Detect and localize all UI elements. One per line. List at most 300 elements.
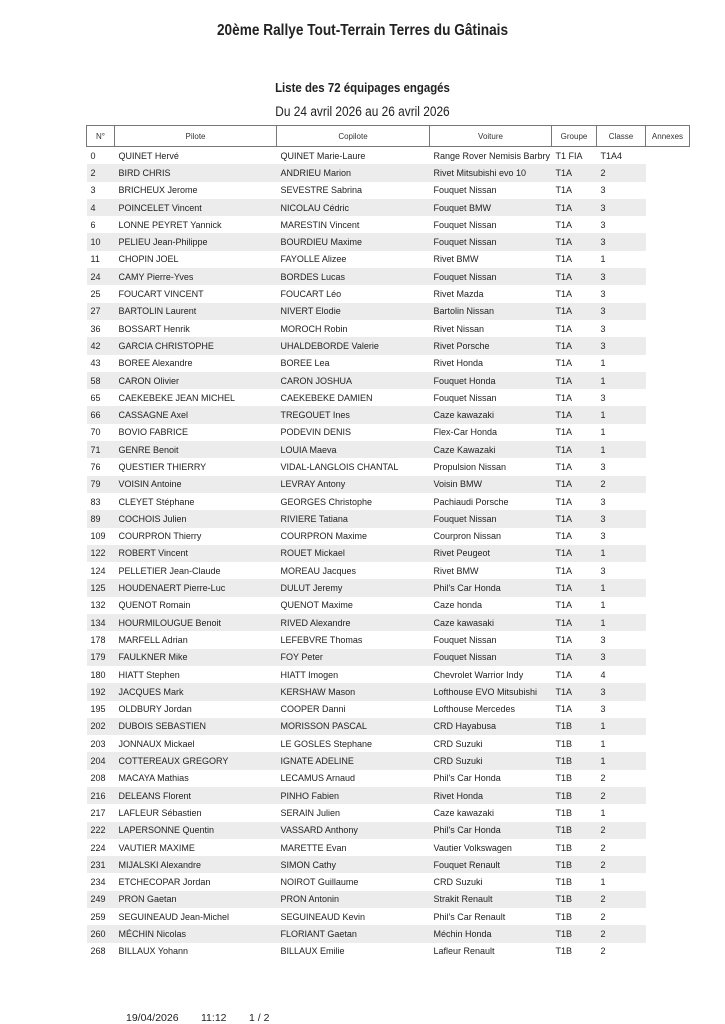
- table-row: [87, 424, 690, 441]
- cell-classe: 2: [600, 911, 606, 922]
- cell-voiture: Voisin BMW: [430, 476, 552, 493]
- cell-classe: 4: [600, 669, 606, 680]
- cell-voiture: Flex-Car Honda: [433, 427, 498, 438]
- cell-copilote: QUINET Marie-Laure: [280, 150, 366, 161]
- cell-copilote: LEVRAY Antony: [277, 476, 430, 493]
- cell-pilote: FAULKNER Mike: [115, 649, 277, 666]
- table-row: [87, 787, 690, 804]
- table-row: [87, 562, 690, 579]
- cell-classe: 3: [600, 531, 606, 542]
- cell-num: 109: [90, 531, 106, 542]
- cell-annexes: [646, 701, 690, 718]
- cell-voiture: Méchin Honda: [430, 925, 552, 942]
- table-row: [87, 164, 690, 181]
- cell-voiture: Fouquet Nissan: [430, 510, 552, 527]
- cell-num: 66: [87, 406, 115, 423]
- cell-classe: 2: [597, 925, 646, 942]
- cell-pilote: COURPRON Thierry: [118, 531, 202, 542]
- table-row: [87, 528, 690, 545]
- cell-pilote: QUENOT Romain: [118, 600, 191, 611]
- cell-annexes: [646, 839, 690, 856]
- cell-voiture: Caze Kawazaki: [430, 441, 552, 458]
- cell-annexes: [646, 787, 690, 804]
- table-row: [87, 735, 690, 752]
- cell-annexes: [646, 925, 690, 942]
- cell-num: 70: [90, 427, 101, 438]
- cell-annexes: [646, 804, 690, 821]
- cell-num: 234: [90, 877, 106, 888]
- cell-num: 178: [90, 634, 106, 645]
- cell-annexes: [646, 424, 690, 441]
- cell-classe: 3: [600, 634, 606, 645]
- cell-num: 0: [90, 150, 96, 161]
- entry-list-table: [86, 125, 690, 960]
- cell-pilote: MACAYA Mathias: [118, 773, 189, 784]
- cell-pilote: COCHOIS Julien: [115, 510, 277, 527]
- cell-copilote: COURPRON Maxime: [280, 531, 368, 542]
- cell-pilote: ROBERT Vincent: [115, 545, 277, 562]
- cell-groupe: T1A: [555, 254, 573, 265]
- cell-groupe: T1A: [552, 545, 597, 562]
- cell-voiture: Fouquet Nissan: [433, 634, 497, 645]
- cell-voiture: Lafleur Renault: [433, 946, 495, 957]
- cell-pilote: QUESTIER THIERRY: [118, 461, 207, 472]
- cell-pilote: BILLAUX Yohann: [118, 946, 189, 957]
- cell-groupe: T1A: [552, 233, 597, 250]
- cell-copilote: VASSARD Anthony: [277, 822, 430, 839]
- cell-pilote: MARFELL Adrian: [118, 634, 188, 645]
- cell-annexes: [646, 303, 690, 320]
- table-row: [87, 839, 690, 856]
- cell-num: 122: [87, 545, 115, 562]
- cell-voiture: Fouquet Nissan: [433, 185, 497, 196]
- cell-classe: 3: [597, 199, 646, 216]
- cell-pilote: BIRD CHRIS: [115, 164, 277, 181]
- cell-pilote: BOVIO FABRICE: [118, 427, 189, 438]
- cell-annexes: [646, 943, 690, 960]
- cell-classe: T1A4: [600, 150, 623, 161]
- cell-num: 24: [87, 268, 115, 285]
- cell-annexes: [646, 268, 690, 285]
- cell-copilote: COOPER Danni: [280, 704, 346, 715]
- cell-voiture: Fouquet Honda: [430, 372, 552, 389]
- header-num: N°: [87, 126, 115, 147]
- cell-num: 216: [87, 787, 115, 804]
- cell-voiture: Rivet Mitsubishi evo 10: [430, 164, 552, 181]
- cell-num: 58: [87, 372, 115, 389]
- cell-groupe: T1A: [555, 185, 573, 196]
- cell-voiture: Rivet Peugeot: [430, 545, 552, 562]
- cell-num: 11: [90, 254, 100, 265]
- cell-copilote: IGNATE ADELINE: [277, 752, 430, 769]
- cell-copilote: DULUT Jeremy: [277, 579, 430, 596]
- cell-voiture: Fouquet BMW: [430, 199, 552, 216]
- cell-voiture: Phil's Car Renault: [433, 911, 506, 922]
- document-subtitle: Liste des 72 équipages engagés: [275, 80, 450, 95]
- cell-pilote: LONNE PEYRET Yannick: [118, 219, 222, 230]
- cell-num: 42: [87, 337, 115, 354]
- table-row: [87, 614, 690, 631]
- cell-pilote: PELLETIER Jean-Claude: [118, 565, 221, 576]
- cell-groupe: T1A: [552, 406, 597, 423]
- table-row: [87, 285, 690, 302]
- cell-pilote: LAPERSONNE Quentin: [115, 822, 277, 839]
- cell-pilote: DELEANS Florent: [115, 787, 277, 804]
- table-row: [87, 216, 690, 233]
- cell-classe: 3: [597, 233, 646, 250]
- cell-num: 132: [90, 600, 106, 611]
- cell-num: 27: [87, 303, 115, 320]
- cell-groupe: T1B: [555, 946, 573, 957]
- cell-voiture: Caze kawazaki: [433, 807, 495, 818]
- cell-voiture: Caze kawasaki: [430, 614, 552, 631]
- cell-pilote: MIJALSKI Alexandre: [115, 856, 277, 873]
- cell-copilote: RIVED Alexandre: [277, 614, 430, 631]
- cell-copilote: LECAMUS Arnaud: [280, 773, 356, 784]
- cell-pilote: COTTEREAUX GREGORY: [115, 752, 277, 769]
- cell-groupe: T1B: [555, 773, 573, 784]
- cell-voiture: Rivet Porsche: [430, 337, 552, 354]
- cell-copilote: MARETTE Evan: [280, 842, 347, 853]
- header-classe: Classe: [597, 126, 646, 147]
- cell-copilote: SEVESTRE Sabrina: [280, 185, 363, 196]
- cell-num: 134: [87, 614, 115, 631]
- table-row: [87, 925, 690, 942]
- cell-classe: 1: [597, 718, 646, 735]
- header-copilote: Copilote: [277, 126, 430, 147]
- cell-pilote: LAFLEUR Sébastien: [118, 807, 202, 818]
- cell-copilote: TREGOUET Ines: [277, 406, 430, 423]
- table-row: [87, 718, 690, 735]
- cell-num: 222: [87, 822, 115, 839]
- cell-voiture: Lofthouse Mercedes: [433, 704, 516, 715]
- cell-pilote: CARON Olivier: [115, 372, 277, 389]
- cell-classe: 2: [597, 476, 646, 493]
- table-row: [87, 268, 690, 285]
- header-voiture: Voiture: [430, 126, 552, 147]
- cell-num: 208: [90, 773, 106, 784]
- cell-annexes: [646, 614, 690, 631]
- cell-num: 231: [87, 856, 115, 873]
- table-row: [87, 303, 690, 320]
- cell-copilote: HIATT Imogen: [280, 669, 339, 680]
- cell-classe: 1: [597, 752, 646, 769]
- cell-annexes: [646, 735, 690, 752]
- header-groupe: Groupe: [552, 126, 597, 147]
- cell-pilote: GENRE Benoit: [115, 441, 277, 458]
- cell-classe: 2: [600, 842, 606, 853]
- cell-voiture: CRD Suzuki: [430, 752, 552, 769]
- footer-time: 11:12: [201, 1012, 227, 1024]
- cell-groupe: T1A: [555, 427, 573, 438]
- footer-date: 19/04/2026: [126, 1012, 179, 1024]
- table-row: [87, 406, 690, 423]
- event-dates: Du 24 avril 2026 au 26 avril 2026: [275, 104, 450, 119]
- cell-groupe: T1B: [552, 856, 597, 873]
- cell-copilote: PRON Antonin: [277, 891, 430, 908]
- cell-voiture: Rivet BMW: [433, 254, 479, 265]
- cell-num: 268: [90, 946, 106, 957]
- cell-copilote: QUENOT Maxime: [280, 600, 353, 611]
- cell-copilote: FOUCART Léo: [280, 289, 342, 300]
- table-row: [87, 476, 690, 493]
- cell-copilote: NIVERT Elodie: [277, 303, 430, 320]
- cell-pilote: BARTOLIN Laurent: [115, 303, 277, 320]
- table-row: [87, 701, 690, 718]
- table-row: [87, 251, 690, 268]
- table-row: [87, 873, 690, 890]
- cell-copilote: LOUIA Maeva: [277, 441, 430, 458]
- cell-annexes: [646, 770, 690, 787]
- cell-copilote: CAEKEBEKE DAMIEN: [280, 392, 373, 403]
- table-row: [87, 597, 690, 614]
- cell-annexes: [646, 406, 690, 423]
- cell-copilote: UHALDEBORDE Valerie: [277, 337, 430, 354]
- table-row: [87, 804, 690, 821]
- table-row: [87, 320, 690, 337]
- cell-voiture: Courpron Nissan: [433, 531, 502, 542]
- table-row: [87, 631, 690, 648]
- cell-pilote: PELIEU Jean-Philippe: [115, 233, 277, 250]
- cell-num: 124: [90, 565, 106, 576]
- cell-groupe: T1A: [552, 372, 597, 389]
- cell-annexes: [646, 718, 690, 735]
- cell-copilote: SERAIN Julien: [280, 807, 341, 818]
- cell-groupe: T1B: [555, 738, 573, 749]
- cell-voiture: Fouquet Nissan: [430, 649, 552, 666]
- cell-pilote: BRICHEUX Jerome: [118, 185, 198, 196]
- cell-copilote: FAYOLLE Alizee: [280, 254, 347, 265]
- cell-pilote: HOURMILOUGUE Benoit: [115, 614, 277, 631]
- cell-pilote: VAUTIER MAXIME: [118, 842, 195, 853]
- cell-copilote: NOIROT Guillaume: [280, 877, 359, 888]
- cell-pilote: CAEKEBEKE JEAN MICHEL: [118, 392, 236, 403]
- cell-groupe: T1B: [552, 822, 597, 839]
- cell-groupe: T1A: [555, 289, 573, 300]
- cell-voiture: Fouquet Renault: [430, 856, 552, 873]
- cell-pilote: GARCIA CHRISTOPHE: [115, 337, 277, 354]
- table-row: [87, 683, 690, 700]
- cell-groupe: T1B: [555, 877, 573, 888]
- cell-groupe: T1B: [552, 787, 597, 804]
- document-title: 20ème Rallye Tout-Terrain Terres du Gâtinais: [216, 22, 509, 39]
- cell-copilote: KERSHAW Mason: [277, 683, 430, 700]
- table-row: [87, 147, 690, 165]
- cell-num: 71: [87, 441, 115, 458]
- cell-groupe: T1A: [552, 683, 597, 700]
- cell-classe: 1: [597, 579, 646, 596]
- cell-num: 36: [90, 323, 101, 334]
- cell-classe: 3: [600, 289, 606, 300]
- cell-pilote: PRON Gaetan: [115, 891, 277, 908]
- cell-pilote: HOUDENAERT Pierre-Luc: [115, 579, 277, 596]
- cell-groupe: T1A: [552, 199, 597, 216]
- table-row: [87, 770, 690, 787]
- cell-groupe: T1A: [555, 219, 573, 230]
- cell-groupe: T1A: [555, 600, 573, 611]
- cell-voiture: CRD Hayabusa: [430, 718, 552, 735]
- cell-num: 2: [87, 164, 115, 181]
- cell-pilote: FOUCART VINCENT: [118, 289, 204, 300]
- cell-copilote: MOROCH Robin: [280, 323, 348, 334]
- cell-annexes: [646, 579, 690, 596]
- cell-annexes: [646, 199, 690, 216]
- cell-annexes: [646, 493, 690, 510]
- cell-groupe: T1B: [552, 925, 597, 942]
- cell-classe: 2: [597, 891, 646, 908]
- cell-classe: 3: [597, 303, 646, 320]
- cell-annexes: [646, 372, 690, 389]
- cell-num: 125: [87, 579, 115, 596]
- cell-classe: 1: [600, 877, 606, 888]
- cell-annexes: [646, 545, 690, 562]
- cell-num: 195: [90, 704, 106, 715]
- cell-pilote: OLDBURY Jordan: [118, 704, 192, 715]
- cell-pilote: BOSSART Henrik: [118, 323, 190, 334]
- cell-voiture: Rivet Honda: [430, 787, 552, 804]
- cell-copilote: PINHO Fabien: [277, 787, 430, 804]
- cell-groupe: T1A: [552, 614, 597, 631]
- cell-voiture: Rivet BMW: [433, 565, 479, 576]
- table-row: [87, 908, 690, 925]
- table-row: [87, 943, 690, 960]
- table-row: [87, 355, 690, 372]
- cell-classe: 2: [600, 946, 606, 957]
- cell-num: 260: [87, 925, 115, 942]
- cell-pilote: VOISIN Antoine: [115, 476, 277, 493]
- cell-pilote: SEGUINEAUD Jean-Michel: [118, 911, 230, 922]
- cell-groupe: T1A: [555, 669, 573, 680]
- cell-copilote: BOURDIEU Maxime: [277, 233, 430, 250]
- table-row: [87, 822, 690, 839]
- cell-pilote: CHOPIN JOEL: [118, 254, 179, 265]
- cell-annexes: [646, 822, 690, 839]
- footer-page-number: 1 / 2: [249, 1012, 270, 1024]
- cell-annexes: [646, 562, 690, 579]
- cell-num: 89: [87, 510, 115, 527]
- cell-groupe: T1 FIA: [555, 150, 583, 161]
- cell-groupe: T1A: [552, 476, 597, 493]
- cell-copilote: MARESTIN Vincent: [280, 219, 360, 230]
- cell-voiture: Lofthouse EVO Mitsubishi: [430, 683, 552, 700]
- header-annexes: Annexes: [646, 126, 690, 147]
- cell-annexes: [646, 233, 690, 250]
- cell-copilote: SEGUINEAUD Kevin: [280, 911, 366, 922]
- cell-copilote: LE GOSLES Stephane: [280, 738, 373, 749]
- cell-voiture: Caze kawazaki: [430, 406, 552, 423]
- cell-groupe: T1A: [555, 565, 573, 576]
- cell-annexes: [646, 147, 690, 165]
- cell-num: 65: [90, 392, 101, 403]
- cell-voiture: Propulsion Nissan: [433, 461, 507, 472]
- cell-voiture: Phil's Car Honda: [430, 579, 552, 596]
- cell-groupe: T1A: [555, 392, 573, 403]
- cell-num: 224: [90, 842, 106, 853]
- table-row: [87, 666, 690, 683]
- cell-voiture: Phil's Car Honda: [430, 822, 552, 839]
- cell-classe: 1: [600, 254, 606, 265]
- cell-groupe: T1A: [552, 579, 597, 596]
- cell-pilote: JACQUES Mark: [115, 683, 277, 700]
- cell-classe: 2: [597, 164, 646, 181]
- cell-copilote: MOREAU Jacques: [280, 565, 357, 576]
- cell-num: 25: [90, 289, 101, 300]
- cell-annexes: [646, 182, 690, 199]
- cell-voiture: Fouquet Nissan: [430, 268, 552, 285]
- cell-pilote: MÉCHIN Nicolas: [115, 925, 277, 942]
- cell-groupe: T1A: [555, 323, 573, 334]
- cell-groupe: T1A: [552, 510, 597, 527]
- cell-classe: 1: [597, 441, 646, 458]
- table-row: [87, 233, 690, 250]
- cell-annexes: [646, 891, 690, 908]
- cell-annexes: [646, 476, 690, 493]
- table-row: [87, 891, 690, 908]
- cell-voiture: Pachiaudi Porsche: [433, 496, 509, 507]
- table-row: [87, 579, 690, 596]
- cell-voiture: CRD Suzuki: [433, 877, 483, 888]
- cell-copilote: ROUET Mickael: [277, 545, 430, 562]
- cell-classe: 3: [600, 219, 606, 230]
- cell-copilote: NICOLAU Cédric: [277, 199, 430, 216]
- cell-classe: 3: [597, 683, 646, 700]
- cell-groupe: T1A: [552, 268, 597, 285]
- cell-copilote: ANDRIEU Marion: [277, 164, 430, 181]
- cell-classe: 1: [600, 358, 606, 369]
- cell-classe: 3: [600, 323, 606, 334]
- table-row: [87, 372, 690, 389]
- cell-annexes: [646, 597, 690, 614]
- cell-groupe: T1A: [555, 634, 573, 645]
- cell-copilote: VIDAL-LANGLOIS CHANTAL: [280, 461, 399, 472]
- cell-copilote: CARON JOSHUA: [277, 372, 430, 389]
- cell-classe: 3: [600, 392, 606, 403]
- table-row: [87, 510, 690, 527]
- cell-num: 180: [90, 669, 106, 680]
- cell-annexes: [646, 389, 690, 406]
- cell-copilote: PODEVIN DENIS: [280, 427, 352, 438]
- cell-annexes: [646, 337, 690, 354]
- cell-voiture: Phil's Car Honda: [433, 773, 501, 784]
- cell-voiture: Fouquet Nissan: [433, 219, 497, 230]
- cell-annexes: [646, 649, 690, 666]
- cell-groupe: T1A: [555, 531, 573, 542]
- cell-groupe: T1B: [555, 911, 573, 922]
- cell-groupe: T1A: [552, 649, 597, 666]
- cell-voiture: Vautier Volkswagen: [433, 842, 512, 853]
- cell-voiture: Bartolin Nissan: [430, 303, 552, 320]
- cell-annexes: [646, 683, 690, 700]
- cell-voiture: Caze honda: [433, 600, 483, 611]
- cell-num: 76: [90, 461, 101, 472]
- table-row: [87, 493, 690, 510]
- table-header-row: [87, 126, 690, 147]
- cell-classe: 3: [597, 337, 646, 354]
- cell-pilote: HIATT Stephen: [118, 669, 180, 680]
- cell-classe: 1: [600, 807, 606, 818]
- header-pilote: Pilote: [115, 126, 277, 147]
- cell-num: 249: [87, 891, 115, 908]
- cell-annexes: [646, 666, 690, 683]
- cell-annexes: [646, 631, 690, 648]
- cell-pilote: CLEYET Stéphane: [118, 496, 195, 507]
- cell-copilote: SIMON Cathy: [277, 856, 430, 873]
- cell-classe: 2: [597, 856, 646, 873]
- cell-num: 83: [90, 496, 101, 507]
- cell-groupe: T1A: [552, 441, 597, 458]
- cell-copilote: RIVIERE Tatiana: [277, 510, 430, 527]
- cell-groupe: T1A: [555, 496, 573, 507]
